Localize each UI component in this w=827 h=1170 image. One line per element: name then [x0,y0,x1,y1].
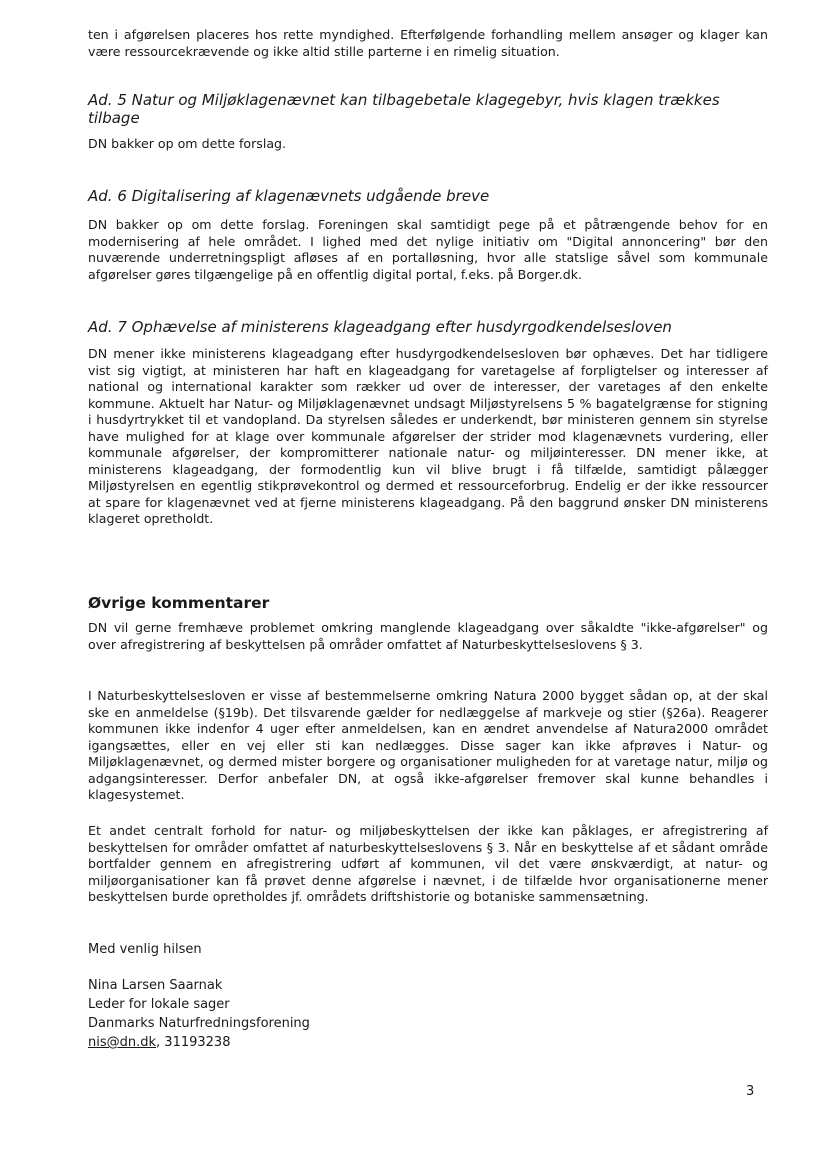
other-comments-p3: Et andet centralt forhold for natur- og miljøbeskyttelsen der ikke kan påklages, er afregistrering af beskyttelsen for områder omfattet af naturbeskyttelseslovens § 3. Når en beskyttelse af et sådant område bortfalder gennem en afregistrering udført af kommunen, vil det være ønskværdigt, at natur- og miljøorganisationer kan få prøvet denne afgørelse i nævnet, i de tilfælde hvor organisationerne mener beskyttelsen burde opretholdes jf. områdets driftshistorie og botaniske sammensætning. [88,823,768,904]
ad7-text: DN mener ikke ministerens klageadgang efter husdyrgodkendelsesloven bør ophæves. Det har tidligere vist sig vigtigt, at ministeren har haft en klageadgang for varetagelse af forpligtelser og interesser af national og international karakter som rækker ud over de interesser, der varetages af den enkelte kommune. Aktuelt har Natur- og Miljøklagenævnet undsagt Miljøstyrelsens 5 % bagatelgrænse for stigning i husdyrtrykket til et vandopland. Da styrelsen således er underkendt, bør ministeren gennem sin styrelse have mulighed for at klage over kommunale afgørelser der strider mod klagenævnets vurdering, eller kommunale afgørelser, der kompromitterer nationale natur- og miljøinteresser. DN mener ikke, at ministerens klageadgang, der formodentlig kun vil blive brugt i få tilfælde, samtidigt pålægger Miljøstyrelsen en egentlig stikprøvekontrol og dermed et ressourceforbrug. Endelig er der ikke ressourcer at spare for klagenævnet ved at fjerne ministerens klageadgang. På den baggrund ønsker DN ministerens klageret opretholdt. [88,346,768,526]
ad6-text: DN bakker op om dette forslag. Foreningen skal samtidigt pege på et påtrængende behov for en modernisering af hele området. I lighed med det nylige initiativ om "Digital annoncering" bør den nuværende underretningspligt afløses af en portalløsning, hvor alle statslige såvel som kommunale afgørelser gøres tilgængelige på en offentlig digital portal, f.eks. på Borger.dk. [88,217,768,282]
intro-paragraph: ten i afgørelsen placeres hos rette myndighed. Efterfølgende forhandling mellem ansøger og klager kan være ressourcekrævende og ikke altid stille parterne i en rimelig situation. [88,27,768,59]
signature-name: Nina Larsen Saarnak [88,978,223,993]
signature-phone: , 31193238 [156,1035,231,1050]
other-comments-p1: DN vil gerne fremhæve problemet omkring manglende klageadgang over såkaldte "ikke-afgørelser" og over afregistrering af beskyttelsen på områder omfattet af Naturbeskyttelseslovens § 3. [88,620,768,652]
other-comments-heading: Øvrige kommentarer [88,594,270,612]
page-number: 3 [746,1084,755,1099]
signature-block [88,976,768,1052]
signature-title: Leder for lokale sager [88,997,230,1012]
ad5-heading: Ad. 5 Natur og Miljøklagenævnet kan tilbagebetale klagegebyr, hvis klagen trækkes tilbage [88,91,720,127]
ad7-heading: Ad. 7 Ophævelse af ministerens klageadgang efter husdyrgodkendelsesloven [88,318,672,336]
email-link[interactable]: nis@dn.dk [88,1035,157,1050]
ad5-text: DN bakker op om dette forslag. [88,136,287,151]
signature-org: Danmarks Naturfredningsforening [88,1016,310,1031]
other-comments-p2: I Naturbeskyttelsesloven er visse af bestemmelserne omkring Natura 2000 bygget sådan op, at der skal ske en anmeldelse (§19b). Det tilsvarende gælder for nedlæggelse af markveje og stier (§26a). Reagerer kommunen ikke indenfor 4 uger efter anmeldelsen, kan en ændret anvendelse af Natura2000 området igangsættes, eller en vej eller sti kan nedlægges. Disse sager kan ikke afprøves i Natur- og Miljøklagenævnet, og dermed mister borgere og organisationer muligheden for at varetage natur, miljø og adgangsinteresser. Derfor anbefaler DN, at også ikke-afgørelser fremover skal kunne behandles i klagesystemet. [88,688,768,802]
ad6-heading: Ad. 6 Digitalisering af klagenævnets udgående breve [88,187,490,205]
signature-contact [88,1033,768,1052]
closing-greeting: Med venlig hilsen [88,942,202,957]
